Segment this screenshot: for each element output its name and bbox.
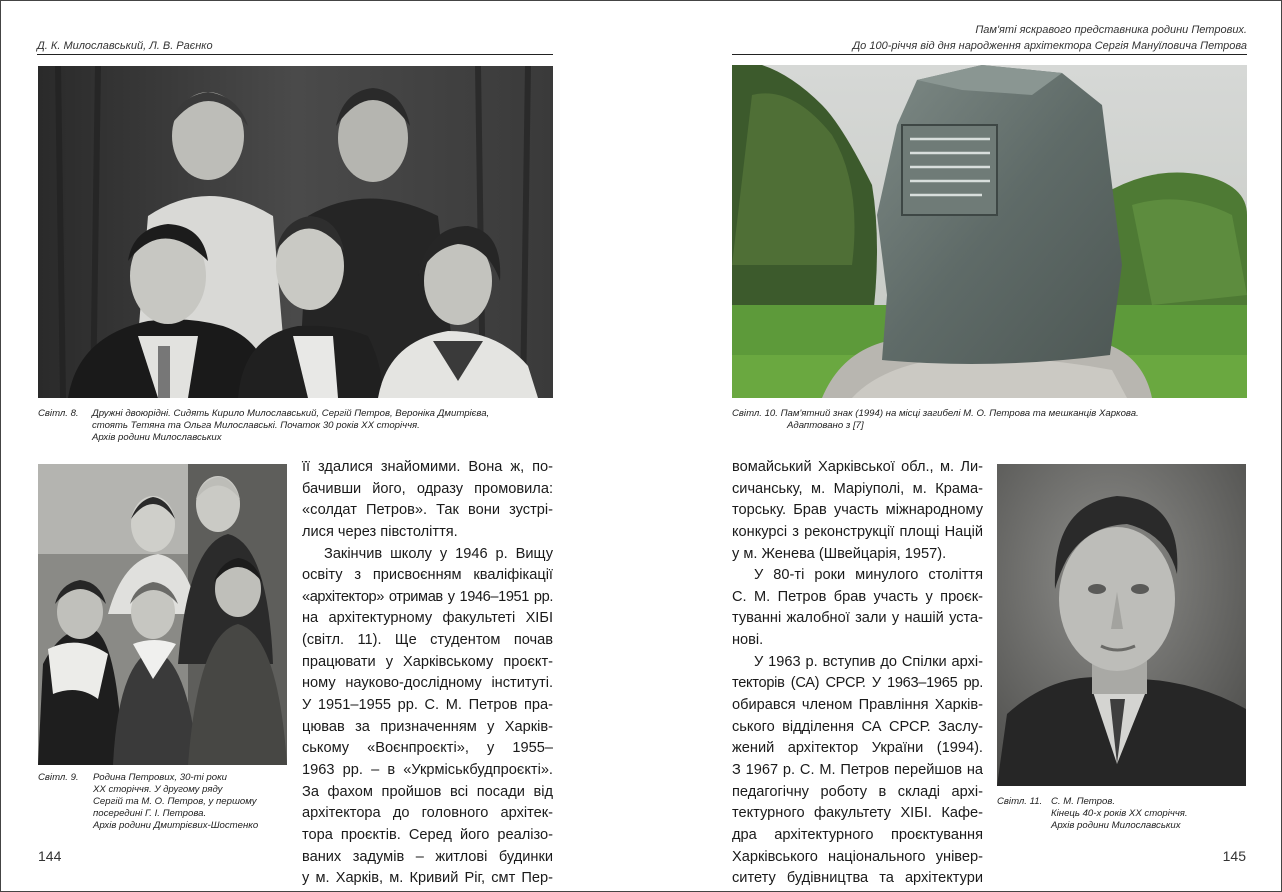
text-line: сичанську, м. Маріуполі, м. Крама-	[732, 480, 983, 497]
left-body-text	[302, 457, 553, 890]
text-line: педагогічну роботу в складі архі-	[732, 783, 983, 800]
text-line: бачивши його, одразу промовила:	[302, 480, 553, 497]
text-line: жений архітектор України (1994).	[732, 740, 983, 757]
right-body-text	[732, 457, 983, 890]
text-line: Харківського національного універ-	[732, 848, 983, 865]
text-line: конкурсі з реконструкції площі Націй	[732, 523, 983, 540]
text-line: нові.	[732, 632, 764, 649]
caption-photo-11	[997, 796, 1247, 836]
right-running-header-line-1: Пам'яті яскравого представника родини Петрових.	[975, 24, 1247, 36]
left-running-header: Д. К. Милославський, Л. В. Раєнко	[37, 40, 213, 52]
text-line: працювати у Харківському проєкт-	[302, 653, 553, 670]
caption-9-line: посередині Г. І. Петрова.	[93, 808, 207, 819]
caption-9-line: Родина Петрових, 30-ті роки	[93, 772, 227, 783]
right-page-number: 145	[1222, 848, 1246, 864]
caption-10-line: Адаптовано з [7]	[787, 420, 864, 431]
text-line: У 80-ті роки минулого століття	[754, 567, 983, 584]
text-line: обирався членом Правління Харків-	[732, 697, 983, 714]
photo-s-m-petrov-portrait	[997, 464, 1246, 786]
text-line: у м. Харків, м. Кривий Ріг, смт Пер-	[302, 870, 553, 887]
text-line: лися через півстоліття.	[302, 523, 458, 540]
caption-9-number: Світл. 9.	[38, 772, 79, 783]
text-line: За фахом пройшов всі посади від	[302, 783, 553, 800]
text-line: У 1963 р. вступив до Спілки архі-	[754, 653, 983, 670]
caption-11-line: С. М. Петров.	[1051, 796, 1115, 807]
text-line: У 1951–1955 рр. С. М. Петров пра-	[302, 697, 553, 714]
text-line: її здалися знайомими. Вона ж, по-	[302, 459, 553, 475]
text-line: освіту з присвоєнням кваліфікації	[302, 567, 553, 584]
photo-cousins	[38, 66, 553, 398]
text-line: «солдат Петров». Так вони зустрі-	[302, 502, 553, 519]
caption-9-line: Сергій та М. О. Петров, у першому	[93, 796, 257, 807]
text-line: у м. Женева (Швейцарія, 1957).	[732, 545, 947, 562]
text-line: архітектора до головного архітек-	[302, 805, 553, 822]
text-line: З 1967 р. С. М. Петров перейшов на	[732, 761, 983, 778]
text-line: тора проєктів. Серед його реалізо-	[302, 826, 553, 843]
caption-photo-8	[38, 408, 554, 446]
caption-9-line: Архів родини Дмитрієвих-Шостенко	[93, 820, 259, 831]
text-line: ному науково-дослідному інституті.	[302, 675, 553, 692]
photo-petrov-family	[38, 464, 287, 765]
text-line: ситету будівництва та архітектури	[732, 870, 983, 887]
caption-photo-10	[732, 408, 1247, 434]
caption-11-line: Архів родини Милославських	[1051, 820, 1181, 831]
text-line: торську. Брав участь міжнародному	[732, 502, 983, 519]
caption-11-line: Кінець 40-х років ХХ сторіччя.	[1051, 808, 1188, 819]
text-line: цював за призначенням у Харків-	[302, 718, 553, 735]
photo-memorial-stone	[732, 65, 1247, 398]
text-line: «архітектор» отримав у 1946–1951 рр.	[302, 588, 553, 605]
caption-8-line: Архів родини Милославських	[92, 432, 222, 443]
caption-10-line: Світл. 10. Пам'ятний знак (1994) на місці загибелі М. О. Петрова та мешканців Харкова.	[732, 408, 1139, 419]
text-line: ського відділення СА СРСР. Заслу-	[732, 718, 983, 735]
text-line: Закінчив школу у 1946 р. Вищу	[324, 545, 553, 562]
text-line: ському «Воєнпроєкті», у 1955–	[302, 740, 553, 757]
caption-9-line: ХХ сторіччя. У другому ряду	[93, 784, 223, 795]
caption-8-number: Світл. 8.	[38, 408, 79, 419]
text-line: С. М. Петров брав участь у проєк-	[732, 588, 983, 605]
text-line: вомайський Харківської обл., м. Ли-	[732, 459, 983, 475]
caption-8-line: стоять Тетяна та Ольга Милославські. Початок 30 років ХХ сторіччя.	[92, 420, 420, 431]
text-line: на архітектурному факультеті ХІБІ	[302, 610, 553, 627]
left-page-number: 144	[38, 848, 62, 864]
text-line: дра архітектурного проєктування	[732, 826, 983, 843]
caption-8-line: Дружні двоюрідні. Сидять Кирило Милославський, Сергій Петров, Вероніка Дмитрієва,	[92, 408, 490, 419]
text-line: (світл. 11). Ще студентом почав	[302, 632, 553, 649]
caption-photo-9	[38, 772, 288, 834]
left-header-rule	[37, 54, 553, 55]
text-line: туванні жалобної зали у нашій уста-	[732, 610, 983, 627]
text-line: текторів (СА) СРСР. У 1963–1965 рр.	[732, 675, 983, 692]
text-line: ваних задумів – житлові будинки	[302, 848, 553, 865]
text-line: 1963 рр. – в «Укрміськбудпроєкті».	[302, 761, 553, 778]
text-line: тектурного факультету ХІБІ. Кафе-	[732, 805, 983, 822]
caption-11-number: Світл. 11.	[997, 796, 1043, 807]
right-header-rule	[732, 54, 1247, 55]
right-running-header-line-2: До 100-річчя від дня народження архітектора Сергія Мануїловича Петрова	[852, 40, 1247, 52]
